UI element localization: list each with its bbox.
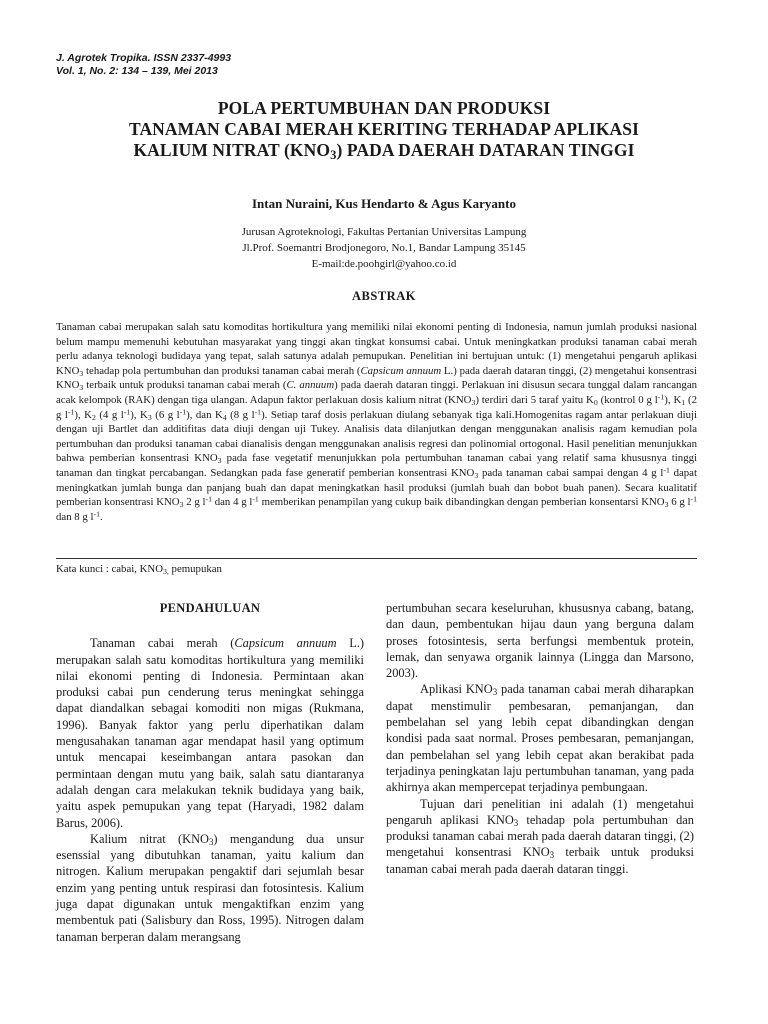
abstract-body: Tanaman cabai merupakan salah satu komoditas hortikultura yang memiliki nilai ekonomi penting di Indonesia, namun jumlah produksi nasional belum mampu memenuhi kebutuhan masyarakat yang tinggi akan tingkat konsumsi cabai. Untuk meningkatkan produksi tanaman cabai merah perlu adanya teknologi budidaya yang tepat, salah satunya adalah pemupukan. Penelitian ini bertujuan untuk: (1) mengetahui pengaruh aplikasi $KNO_3$ tehadap pola pertumbuhan dan produksi tanaman cabai merah (Capsicum annuum L.) pada daerah dataran tinggi, (2) mengetahui konsentrasi $KNO_3$ terbaik untuk produksi tanaman cabai merah (C. annuum) pada daerah dataran tinggi. Perlakuan ini disusun secara tunggal dalam rancangan acak kelompok (RAK) dengan tiga ulangan. Adapun faktor perlakuan dosis kalium nitrat $(KNO_3)$ terdiri dari 5 taraf yaitu $K_0$ (kontrol 0 g $l^{-1}$), $K_1$ (2 g $l^{-1}$), $K_2$ (4 g $l^{-1}$), $K_3$ (6 g $l^{-1}$), dan $K_4$ (8 g $l^{-1}$). Setiap taraf dosis perlakuan diulang sebanyak tiga kali.Homogenitas ragam antar perlakuan diuji dengan uji Bartlet dan additifitas data diuji dengan uji Tukey. Analisis data dilanjutkan dengan menggunakan analisis ragam kemudian pola pertumbuhan dan produksi tanaman cabai dianalisis dengan menggunakan analisis regresi dan polinomial ortogonal. Hasil penelitian menunjukkan bahwa pemberian konsentrasi $KNO_3$ pada fase vegetatif menunjukkan pola pertumbuhan tanaman cabai yang relatif sama khususnya tinggi tanaman dan tingkat percabangan. Sedangkan pada fase generatif pemberian konsentrasi $KNO_3$ pada tanaman cabai sampai dengan 4 g $l^{-1}$ dapat meningkatkan jumlah bunga dan panjang buah dan dapat meningkatkan hasil produksi (jumlah buah dan bobot buah panen). Secara kualitatif pemberian konsentrasi $KNO_3$ 2 g $l^{-1}$ dan 4 g $l^{-1}$ memberikan penampilan yang cukup baik dibandingkan dengan pemberian konsentarsi $KNO_3$ 6 g $l^{-1}$ dan 8 g $l^{-1}$. bbox=[56, 321, 698, 523]
right-column bbox=[386, 600, 694, 877]
left-column bbox=[56, 600, 364, 945]
intro-paragraph-3: Aplikasi $KNO_3$ pada tanaman cabai merah diharapkan dapat menstimulir pembesaran, pemanjangan, dan pembelahan sel yang lebih cepat dibandingkan dengan kondisi pada saat normal. Proses pembesaran, pemanjangan, dan pembelahan sel yang lebih cepat akan berakibat pada terjadinya peningkatan laju pertumbuhan tanaman, yang pada akhirnya akan mempercepat terjadinya pembungaan. bbox=[386, 682, 694, 795]
intro-paragraph-1: Tanaman cabai merah (Capsicum annuum L.) merupakan salah satu komoditas hortikultura yang memiliki nilai ekonomi penting di Indonesia. Permintaan akan produksi cabai pun cenderung terus meningkat sehingga dapat diandalkan sebagai komoditi non migas (Rukmana, 1996). Banyak faktor yang perlu diperhatikan dalam mengusahakan tanaman agar mendapat hasil yang optimum untuk mencapai keseimbangan antara pasokan dan permintaan dengan mutu yang baik, salah satu diantaranya adalah dengan cara melakukan teknik budidaya yang baik, yaitu aspek pemupukan yang tepat (Haryadi, 1982 dalam Barus, 2006). bbox=[56, 636, 364, 830]
journal-citation: J. Agrotek Tropika. ISSN 2337-4993 bbox=[56, 52, 232, 64]
paper-title bbox=[60, 98, 708, 161]
author-list: Intan Nuraini, Kus Hendarto & Agus Karyanto bbox=[251, 196, 516, 211]
abstract-heading: ABSTRAK bbox=[352, 289, 416, 303]
affiliation-dept: Jurusan Agroteknologi, Fakultas Pertanian Universitas Lampung bbox=[241, 226, 527, 238]
intro-paragraph-2: Kalium nitrat $(KNO_3)$ mengandung dua unsur esenssial yang dibutuhkan tanaman, yaitu kalium dan nitrogen. Kalium merupakan pengaktif dari sejumlah besar enzim yang penting untuk respirasi dan fotosintesis. Kalium juga dapat digunakan untuk mengaktifkan enzim yang membentuk pati (Salisbury dan Ross, 1995). Nitrogen dalam tanaman berperan dalam merangsang bbox=[56, 831, 364, 944]
intro-paragraph-4: Tujuan dari penelitian ini adalah (1) mengetahui pengaruh aplikasi $KNO_3$ tehadap pola pertumbuhan dan produksi tanaman cabai merah pada daerah dataran tinggi, (2) mengetahui konsentrasi $KNO_3$ terbaik untuk produksi tanaman cabai merah pada daerah dataran tinggi. bbox=[386, 796, 694, 876]
intro-paragraph-continued: pertumbuhan secara keseluruhan, khususnya cabang, batang, dan daun, pembentukan hijau daun yang berguna dalam proses fotosintesis, serta berfungsi membentuk protein, lemak, dan senyawa organik lainnya (Lingga dan Marsono, 2003). bbox=[386, 601, 694, 681]
journal-volume: Vol. 1, No. 2: 134 – 139, Mei 2013 bbox=[56, 65, 218, 77]
affiliation-address: Jl.Prof. Soemantri Brodjonegoro, No.1, Bandar Lampung 35145 bbox=[242, 242, 526, 254]
journal-header bbox=[56, 52, 356, 78]
title-line-1: POLA PERTUMBUHAN DAN PRODUKSI bbox=[217, 98, 551, 118]
affiliation-email[interactable]: E-mail:de.poohgirl@yahoo.co.id bbox=[311, 258, 457, 270]
affiliation bbox=[60, 224, 708, 272]
section-heading-pendahuluan: PENDAHULUAN bbox=[159, 601, 261, 615]
keywords: Kata kunci : cabai, $KNO_{3,}$ pemupukan bbox=[56, 563, 222, 576]
abstract-divider bbox=[56, 558, 697, 559]
title-line-3: KALIUM NITRAT $(KNO_3)$ PADA DAERAH DATARAN TINGGI bbox=[133, 140, 635, 163]
title-line-2: TANAMAN CABAI MERAH KERITING TERHADAP APLIKASI bbox=[128, 119, 640, 139]
